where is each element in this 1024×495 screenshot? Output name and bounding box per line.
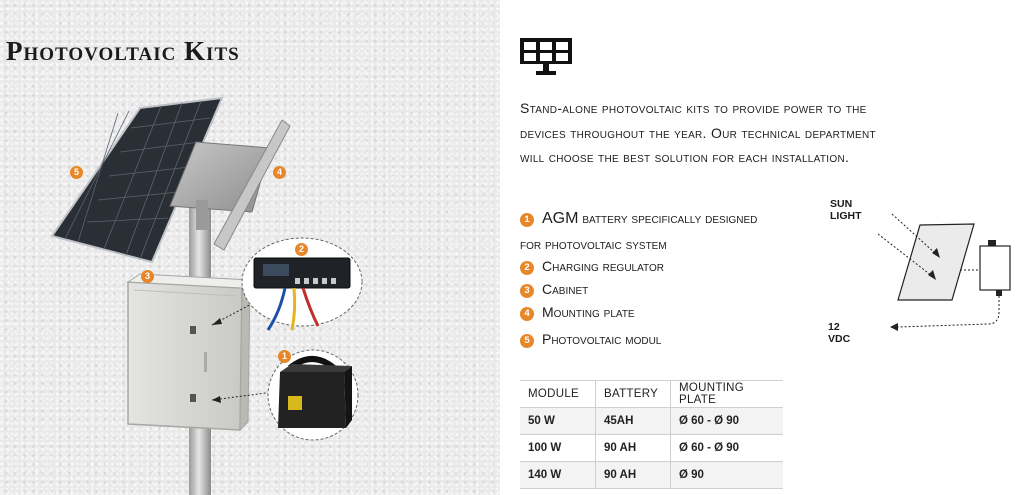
table-cell: 45AH [596, 408, 671, 435]
diagram-panel [898, 224, 974, 300]
table-cell: 140 W [520, 462, 596, 489]
intro-line: Stand-alone photovoltaic kits to provide power to the [520, 100, 867, 116]
intro-line: devices throughout the year. Our technical department [520, 124, 876, 141]
page-title: Photovoltaic Kits [6, 36, 240, 66]
table-cell: Ø 60 - Ø 90 [671, 435, 784, 462]
cabinet [128, 274, 250, 430]
feature-text: Photovoltaic modul [542, 331, 662, 347]
feature-text: Mounting plate [542, 304, 635, 320]
feature-text: Cabinet [542, 281, 589, 297]
table-cell: 50 W [520, 408, 596, 435]
column-header-battery: BATTERY [596, 381, 671, 408]
table-cell: Ø 90 [671, 462, 784, 489]
callout-5: 5 [70, 166, 83, 179]
table-cell: 100 W [520, 435, 596, 462]
solar-panel-icon [518, 34, 574, 78]
table-row [520, 462, 783, 489]
spec-table [520, 380, 783, 489]
feature-number: 1 [520, 213, 534, 227]
feature-number: 5 [520, 334, 534, 348]
feature-continuation: for photovoltaic system [520, 236, 667, 252]
intro-text [520, 96, 920, 170]
callout-3: 3 [141, 270, 154, 283]
photovoltaic-kit-illustration [0, 0, 500, 495]
table-row [520, 435, 783, 462]
column-header-mounting-plate: MOUNTING PLATE [671, 381, 784, 408]
diagram-device [980, 246, 1010, 290]
table-row [520, 408, 783, 435]
feature-number: 4 [520, 307, 534, 321]
table-header-row [520, 381, 783, 408]
power-diagram-drawing [820, 190, 1020, 350]
callout-1: 1 [278, 350, 291, 363]
column-header-module: MODULE [520, 381, 596, 408]
feature-text: battery specifically designed [582, 210, 758, 226]
feature-text: Charging regulator [542, 258, 664, 274]
feature-item [520, 281, 588, 298]
feature-lead: AGM [542, 210, 579, 227]
feature-item [520, 210, 757, 228]
output-voltage-label: 12 VDC [828, 321, 851, 345]
product-illustration-panel [0, 0, 500, 495]
table-cell: 90 AH [596, 435, 671, 462]
table-cell: 90 AH [596, 462, 671, 489]
feature-item [520, 331, 661, 348]
table-cell: Ø 60 - Ø 90 [671, 408, 784, 435]
callout-4: 4 [273, 166, 286, 179]
feature-item [520, 258, 664, 275]
callout-2: 2 [295, 243, 308, 256]
feature-item [520, 304, 635, 321]
sun-light-label: SUN LIGHT [830, 198, 862, 222]
feature-number: 2 [520, 261, 534, 275]
agm-battery-inset [268, 350, 358, 440]
feature-number: 3 [520, 284, 534, 298]
intro-line: will choose the best solution for each installation. [520, 149, 850, 165]
